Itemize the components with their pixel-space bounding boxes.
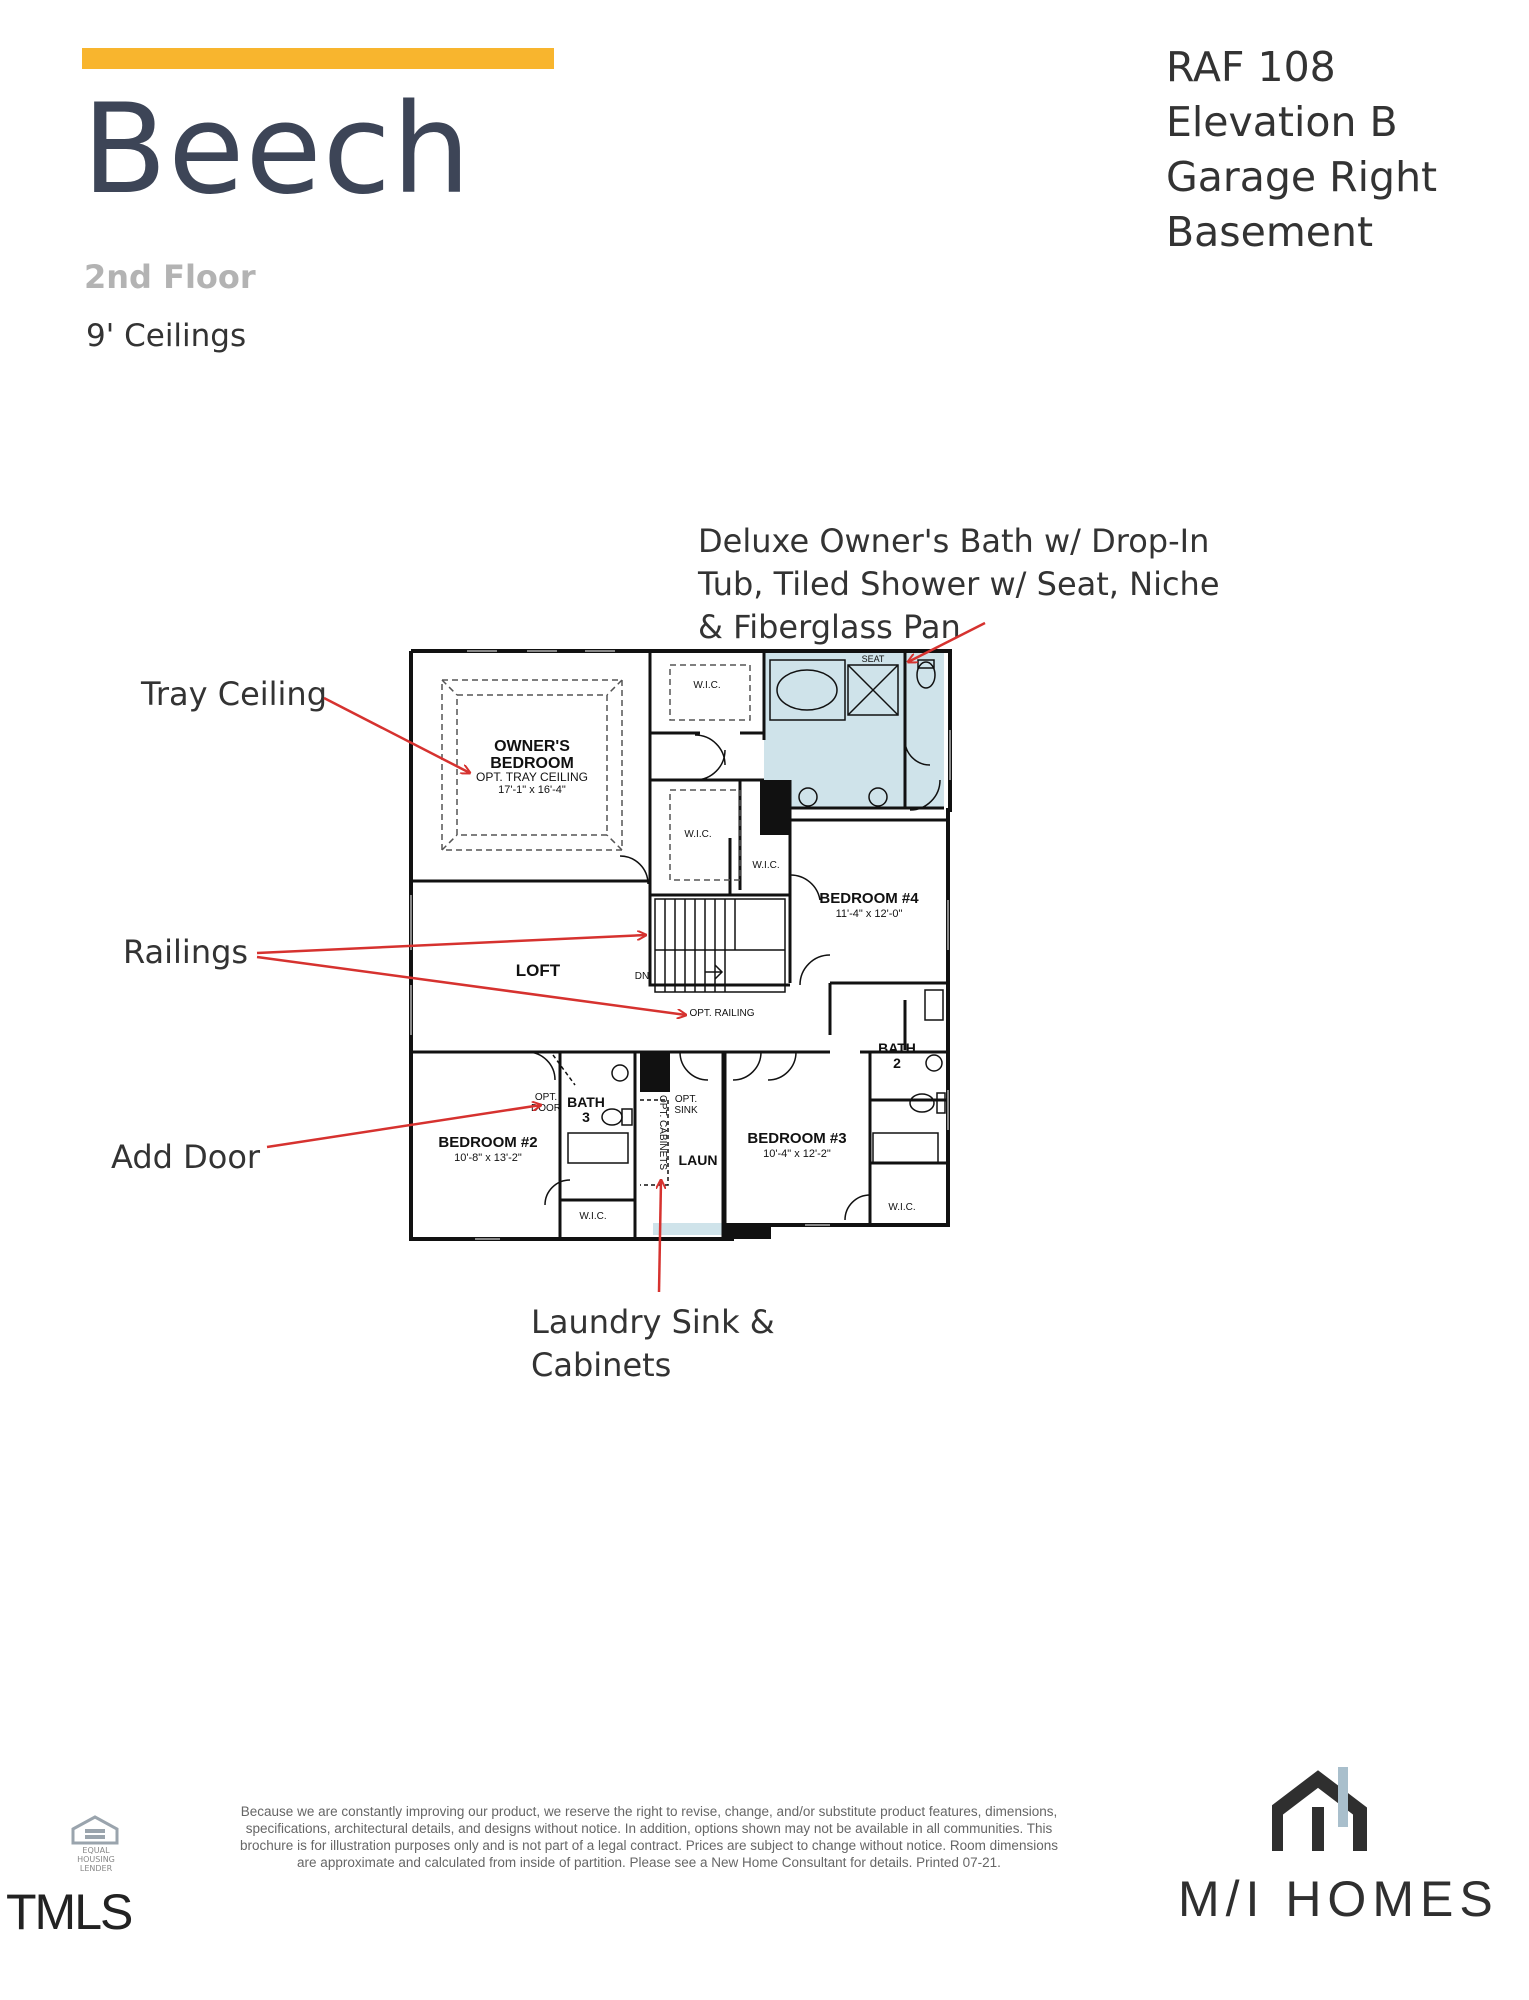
laundry-label: LAUN xyxy=(678,1152,718,1168)
bath3-label: 3 xyxy=(582,1109,590,1125)
annotation-line: & Fiberglass Pan xyxy=(698,608,961,646)
page-title: Beech xyxy=(82,78,472,222)
opt-door-label: DOOR xyxy=(531,1103,561,1114)
closet-shelving xyxy=(670,665,750,880)
wall-block xyxy=(760,780,790,835)
staircase xyxy=(655,899,785,992)
stairs-down-label: DN xyxy=(634,971,650,982)
info-line: Basement xyxy=(1166,208,1374,256)
railings-arrow xyxy=(257,957,686,1015)
info-line: Garage Right xyxy=(1166,153,1438,201)
annotation-line: Tub, Tiled Shower w/ Seat, Niche xyxy=(698,565,1220,603)
bath3-label: BATH xyxy=(567,1094,605,1110)
seat-label: SEAT xyxy=(861,654,885,664)
floor-subtitle: 2nd Floor xyxy=(84,258,256,296)
railings-arrow xyxy=(257,935,646,953)
wic-label: W.I.C. xyxy=(752,860,780,871)
opt-railing-label: OPT. RAILING xyxy=(689,1008,755,1019)
owners-bedroom-dimensions: 17'-1" x 16'-4" xyxy=(498,784,566,796)
equal-housing-text: LENDER xyxy=(79,1864,113,1873)
info-line: Elevation B xyxy=(1166,98,1398,146)
owners-bedroom-label: BEDROOM xyxy=(490,755,574,772)
wic-label: W.I.C. xyxy=(693,680,721,691)
loft-label: LOFT xyxy=(515,961,561,980)
wic-label: W.I.C. xyxy=(888,1202,916,1213)
bedroom2-label: BEDROOM #2 xyxy=(438,1134,538,1151)
opt-door-label: OPT. xyxy=(534,1092,558,1103)
railings-annotation: Railings xyxy=(123,933,249,971)
laundry-window xyxy=(653,1223,723,1235)
annotation-line: Cabinets xyxy=(531,1346,672,1384)
laundry-arrow xyxy=(659,1180,661,1292)
owners-bath-arrow xyxy=(908,623,985,662)
legal-disclaimer: Because we are constantly improving our product, we reserve the right to revise, change, and/or substitute product features, dimensions, specifications, architectural details, and designs without notice. In addition, options shown may not be available in all communities. This brochure is for illustration purposes only and is not part of a legal contract. Prices are subject to change without notice. Room dimensions are approximate and calculated from inside of partition. Please see a New Home Consultant for details. Printed 07-21. xyxy=(240,1804,1058,1870)
info-line: RAF 108 xyxy=(1166,43,1336,91)
bedroom2-dimensions: 10'-8" x 13'-2" xyxy=(454,1152,522,1164)
ceiling-height: 9' Ceilings xyxy=(86,318,247,354)
opt-cabinets-label: OPT. CABINETS xyxy=(657,1095,668,1171)
brand-name: M/I HOMES xyxy=(1178,1871,1499,1927)
equal-housing-label xyxy=(70,1846,122,1873)
tray-ceiling-arrow xyxy=(324,698,470,773)
mi-homes-logo-icon xyxy=(1272,1767,1378,1855)
bath2-label: 2 xyxy=(893,1055,901,1071)
owners-bedroom-label: OWNER'S xyxy=(494,738,570,755)
bedroom4-label: BEDROOM #4 xyxy=(819,890,919,907)
opt-sink-label: SINK xyxy=(674,1105,698,1116)
equal-housing-icon xyxy=(69,1815,121,1845)
bedroom3-dimensions: 10'-4" x 12'-2" xyxy=(763,1148,831,1160)
bedroom3-label: BEDROOM #3 xyxy=(747,1130,847,1147)
tray-ceiling-annotation: Tray Ceiling xyxy=(141,675,328,713)
opt-sink-label: OPT. xyxy=(674,1094,698,1105)
bedroom4-dimensions: 11'-4" x 12'-0" xyxy=(835,908,903,920)
bath2-label: BATH xyxy=(878,1040,916,1056)
equal-housing-text: EQUAL HOUSING xyxy=(77,1846,115,1864)
tmls-watermark: TMLS xyxy=(6,1884,132,1940)
add-door-annotation: Add Door xyxy=(111,1138,261,1176)
wall-block xyxy=(640,1052,670,1092)
wic-label: W.I.C. xyxy=(684,829,712,840)
tray-ceiling-label: OPT. TRAY CEILING xyxy=(475,770,589,784)
wic-label: W.I.C. xyxy=(579,1211,607,1222)
annotation-line: Laundry Sink & xyxy=(531,1303,775,1341)
annotation-line: Deluxe Owner's Bath w/ Drop-In xyxy=(698,522,1210,560)
wall-block xyxy=(723,1223,771,1239)
